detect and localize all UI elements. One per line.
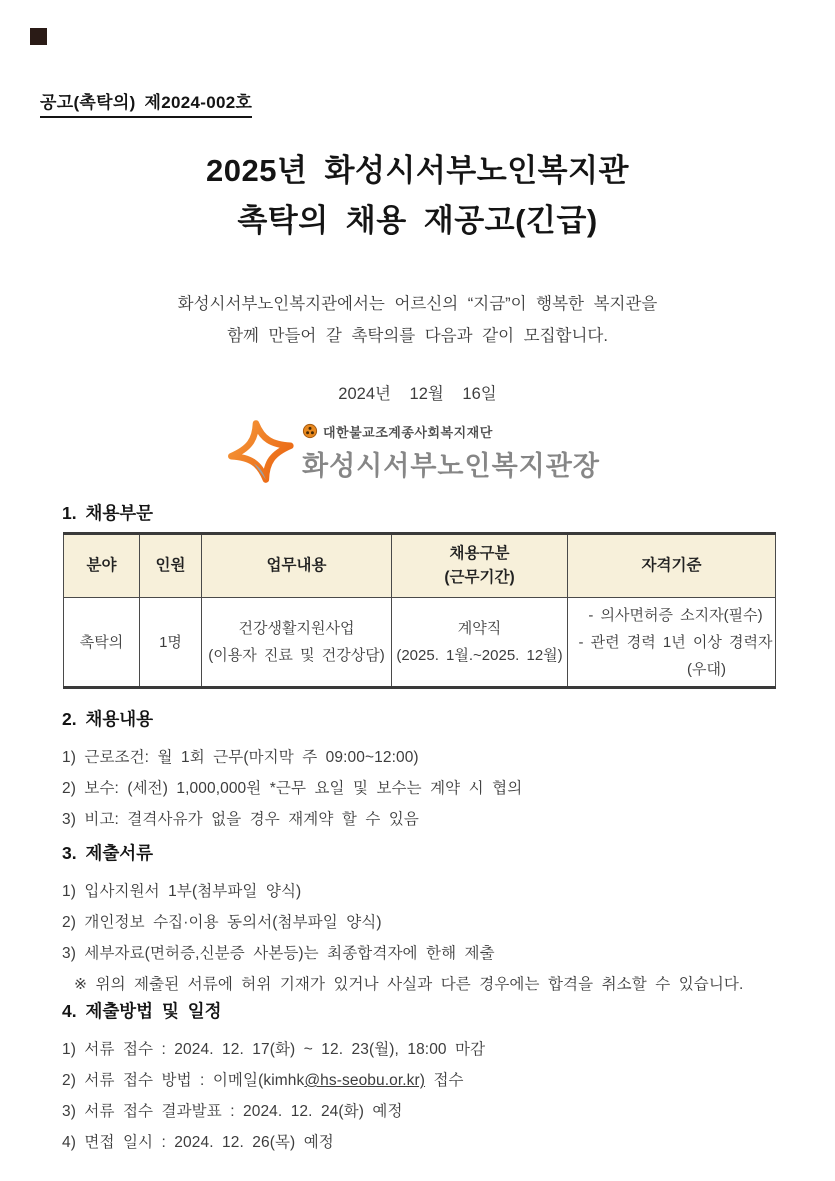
section4-heading: 4. 제출방법 및 일정 (62, 1001, 222, 1021)
col-header-type (392, 534, 568, 598)
section3-note: ※ 위의 제출된 서류에 허위 기재가 있거나 사실과 다른 경우에는 합격을 취소할 수 있습니다. (74, 976, 744, 993)
cell-qualification (568, 598, 776, 688)
section2-heading: 2. 채용내용 (62, 709, 154, 729)
logo-text-block (302, 422, 600, 483)
col-header-count: 인원 (140, 534, 202, 598)
cell-qual-line1: - 의사면허증 소지자(필수) (588, 606, 763, 624)
organization-logo (226, 420, 600, 484)
page-title-line1: 2025년 화성시서부노인복지관 (206, 153, 629, 188)
corner-mark (30, 28, 47, 45)
col-header-duty: 업무내용 (202, 534, 392, 598)
cell-type-line1: 계약직 (457, 620, 502, 637)
section3 (62, 840, 802, 1000)
recruitment-table (63, 532, 776, 689)
cell-qual-line3: (우대) (687, 660, 726, 678)
section4-item3: 3) 서류 접수 결과발표 : 2024. 12. 24(화) 예정 (62, 1103, 403, 1120)
section4-item4: 4) 면접 일시 : 2024. 12. 26(목) 예정 (62, 1134, 334, 1151)
cell-type (392, 598, 568, 688)
announcement-date: 2024년 12월 16일 (338, 385, 497, 403)
section3-heading: 3. 제출서류 (62, 843, 154, 863)
table-header-row (64, 534, 776, 598)
jogye-order-emblem-icon (302, 423, 318, 439)
table-row (64, 598, 776, 688)
organization-name: 화성시서부노인복지관장 (302, 450, 600, 481)
email-link[interactable]: @hs-seobu.or.kr) (304, 1072, 426, 1089)
section4-item2-suffix: 접수 (425, 1072, 464, 1089)
intro-paragraph (0, 288, 835, 352)
intro-line2: 함께 만들어 갈 촉탁의를 다음과 같이 모집합니다. (227, 327, 608, 345)
section4-item2 (62, 1065, 802, 1096)
section3-item2: 2) 개인정보 수집·이용 동의서(첨부파일 양식) (62, 914, 382, 931)
section3-item1: 1) 입사지원서 1부(첨부파일 양식) (62, 883, 302, 900)
col-header-qualification: 자격기준 (568, 534, 776, 598)
doc-number: 공고(촉탁의) 제2024-002호 (40, 88, 252, 118)
section1-heading: 1. 채용부문 (62, 503, 154, 523)
cell-field: 촉탁의 (64, 598, 140, 688)
foundation-name: 대한불교조계종사회복지재단 (323, 424, 493, 440)
intro-line1: 화성시서부노인복지관에서는 어르신의 “지금”이 행복한 복지관을 (177, 295, 658, 313)
page-title (0, 146, 835, 246)
section4-item1: 1) 서류 접수 : 2024. 12. 17(화) ~ 12. 23(월), 18:00 마감 (62, 1041, 486, 1058)
section2-item3: 3) 비고: 결격사유가 없을 경우 재계약 할 수 있음 (62, 811, 419, 828)
cell-qual-line2: - 관련 경력 1년 이상 경력자 (578, 633, 773, 651)
section2-item2: 2) 보수: (세전) 1,000,000원 *근무 요일 및 보수는 계약 시 협의 (62, 780, 523, 797)
page-title-line2: 촉탁의 채용 재공고(긴급) (237, 203, 598, 238)
cell-type-line2: (2025. 1월.~2025. 12월) (396, 647, 563, 664)
section4 (62, 998, 802, 1158)
section3-item3: 3) 세부자료(면허증,신분증 사본등)는 최종합격자에 한해 제출 (62, 945, 495, 962)
cell-count: 1명 (140, 598, 202, 688)
section2-item1: 1) 근로조건: 월 1회 근무(마지막 주 09:00~12:00) (62, 749, 419, 766)
cell-duty-line2: (이용자 진료 및 건강상담) (208, 647, 385, 664)
col-header-type-line2: (근무기간) (444, 569, 515, 586)
section4-item2-prefix: 2) 서류 접수 방법 : 이메일(kimhk (62, 1072, 305, 1089)
cell-duty-line1: 건강생활지원사업 (238, 620, 355, 637)
col-header-type-line1: 채용구분 (449, 545, 510, 562)
cell-duty (202, 598, 392, 688)
four-point-star-icon (226, 420, 296, 484)
col-header-field: 분야 (64, 534, 140, 598)
section2 (62, 706, 802, 835)
